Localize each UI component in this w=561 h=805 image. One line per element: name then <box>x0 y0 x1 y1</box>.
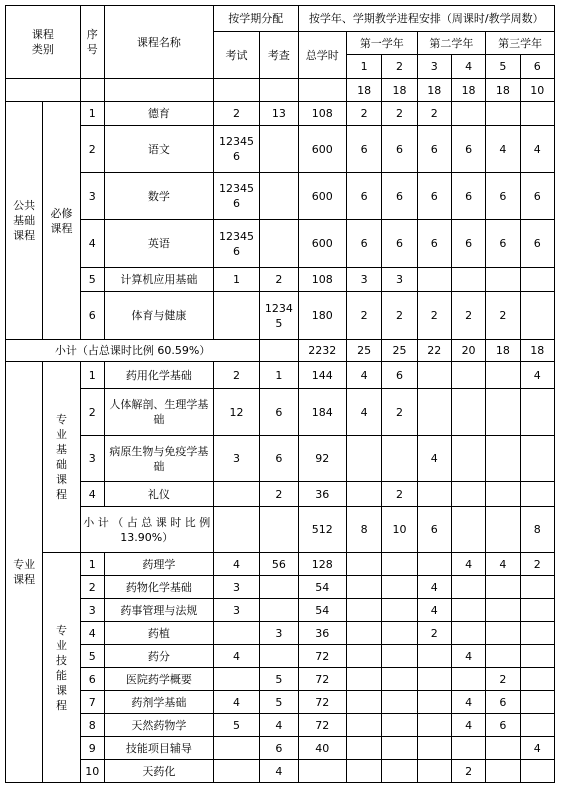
header-category: 课程 类别 <box>6 6 81 79</box>
course-name: 技能项目辅导 <box>104 737 213 760</box>
course-total: 72 <box>298 645 346 668</box>
course-check: 1 <box>260 362 298 389</box>
course-sem-6 <box>520 760 554 783</box>
header-semester-4: 4 <box>451 55 485 79</box>
course-sem-5 <box>486 482 520 507</box>
course-sem-5: 2 <box>486 292 520 340</box>
course-total: 72 <box>298 714 346 737</box>
header-blank <box>6 79 81 102</box>
public-subtotal-blank <box>260 340 298 362</box>
course-sem-3 <box>417 482 451 507</box>
course-name: 计算机应用基础 <box>104 268 213 292</box>
header-weeks-3: 18 <box>417 79 451 102</box>
basic-subtotal-label: 小 计 （ 占 总 课 时 比 例 13.90%） <box>80 507 213 553</box>
table-row <box>6 760 555 783</box>
course-sem-4 <box>451 576 485 599</box>
header-blank <box>213 79 259 102</box>
course-sem-4 <box>451 268 485 292</box>
public-subtotal-sem-3: 22 <box>417 340 451 362</box>
course-sem-4: 6 <box>451 126 485 173</box>
table-row <box>6 622 555 645</box>
course-total: 92 <box>298 436 346 482</box>
course-sem-6: 4 <box>520 737 554 760</box>
course-name: 语文 <box>104 126 213 173</box>
header-semester-5: 5 <box>486 55 520 79</box>
course-no: 6 <box>80 292 104 340</box>
course-total <box>298 760 346 783</box>
course-sem-5 <box>486 599 520 622</box>
course-no: 5 <box>80 645 104 668</box>
course-sem-5 <box>486 362 520 389</box>
course-sem-4: 4 <box>451 645 485 668</box>
course-sem-3 <box>417 668 451 691</box>
course-check: 6 <box>260 436 298 482</box>
course-check: 2 <box>260 268 298 292</box>
course-sem-4 <box>451 599 485 622</box>
course-sem-6: 2 <box>520 553 554 576</box>
course-sem-3 <box>417 760 451 783</box>
course-sem-5 <box>486 760 520 783</box>
public-subtotal-sem-2: 25 <box>382 340 417 362</box>
course-sem-3: 2 <box>417 622 451 645</box>
course-name: 德育 <box>104 102 213 126</box>
course-no: 7 <box>80 691 104 714</box>
course-sem-2 <box>382 760 417 783</box>
course-sem-5 <box>486 622 520 645</box>
course-sem-1 <box>347 691 382 714</box>
course-name: 英语 <box>104 220 213 268</box>
course-sem-5: 6 <box>486 714 520 737</box>
header-semester-6: 6 <box>520 55 554 79</box>
course-total: 600 <box>298 173 346 220</box>
course-sem-6 <box>520 576 554 599</box>
public-subtotal-sem-5: 18 <box>486 340 520 362</box>
course-sem-2 <box>382 668 417 691</box>
course-total: 36 <box>298 482 346 507</box>
course-sem-5: 6 <box>486 173 520 220</box>
course-sem-3 <box>417 553 451 576</box>
course-sem-1: 2 <box>347 292 382 340</box>
course-check: 5 <box>260 668 298 691</box>
course-total: 600 <box>298 126 346 173</box>
course-sem-2 <box>382 737 417 760</box>
course-sem-4 <box>451 668 485 691</box>
course-no: 3 <box>80 173 104 220</box>
header-weeks-5: 18 <box>486 79 520 102</box>
header-exam: 考试 <box>213 32 259 79</box>
course-sem-2: 6 <box>382 126 417 173</box>
course-sem-1: 2 <box>347 102 382 126</box>
course-sem-1: 4 <box>347 362 382 389</box>
course-sem-3 <box>417 737 451 760</box>
header-semester-2: 2 <box>382 55 417 79</box>
course-no: 4 <box>80 220 104 268</box>
basic-subtotal-sem-4 <box>451 507 485 553</box>
course-total: 108 <box>298 102 346 126</box>
course-name: 人体解剖、生理学基础 <box>104 389 213 436</box>
course-name: 医院药学概要 <box>104 668 213 691</box>
course-sem-4: 2 <box>451 292 485 340</box>
course-sem-6 <box>520 645 554 668</box>
course-check: 4 <box>260 714 298 737</box>
group-professional-skill: 专 业 技 能 课 程 <box>43 553 80 783</box>
header-check: 考查 <box>260 32 298 79</box>
course-sem-5 <box>486 436 520 482</box>
course-check: 13 <box>260 102 298 126</box>
course-exam: 12 <box>213 389 259 436</box>
header-blank <box>298 79 346 102</box>
course-total: 36 <box>298 622 346 645</box>
course-check: 5 <box>260 691 298 714</box>
course-sem-3: 6 <box>417 173 451 220</box>
course-check: 2 <box>260 482 298 507</box>
table-row <box>6 292 555 340</box>
course-sem-3: 4 <box>417 436 451 482</box>
course-total: 72 <box>298 668 346 691</box>
course-sem-3: 6 <box>417 126 451 173</box>
course-sem-3: 4 <box>417 599 451 622</box>
course-exam: 3 <box>213 576 259 599</box>
course-total: 72 <box>298 691 346 714</box>
course-sem-6 <box>520 389 554 436</box>
course-total: 54 <box>298 576 346 599</box>
course-sem-2: 3 <box>382 268 417 292</box>
course-sem-1: 6 <box>347 220 382 268</box>
course-sem-5: 4 <box>486 126 520 173</box>
course-sem-3: 4 <box>417 576 451 599</box>
table-row <box>6 553 555 576</box>
course-sem-6: 4 <box>520 362 554 389</box>
course-no: 4 <box>80 622 104 645</box>
course-sem-6 <box>520 622 554 645</box>
course-sem-3: 2 <box>417 102 451 126</box>
course-sem-2: 2 <box>382 102 417 126</box>
course-name: 药事管理与法规 <box>104 599 213 622</box>
course-sem-2: 2 <box>382 482 417 507</box>
header-weeks-2: 18 <box>382 79 417 102</box>
course-total: 180 <box>298 292 346 340</box>
course-total: 54 <box>298 599 346 622</box>
group-professional-basic: 专 业 基 础 课 程 <box>43 362 80 553</box>
course-check: 1234 5 <box>260 292 298 340</box>
course-no: 2 <box>80 126 104 173</box>
course-sem-3: 6 <box>417 220 451 268</box>
course-sem-2: 6 <box>382 362 417 389</box>
course-exam: 12345 6 <box>213 220 259 268</box>
table-row <box>6 79 555 102</box>
course-sem-4: 4 <box>451 553 485 576</box>
course-no: 2 <box>80 389 104 436</box>
course-exam: 4 <box>213 691 259 714</box>
course-exam: 2 <box>213 362 259 389</box>
course-name: 药剂学基础 <box>104 691 213 714</box>
course-no: 8 <box>80 714 104 737</box>
course-exam <box>213 622 259 645</box>
header-weeks-6: 10 <box>520 79 554 102</box>
course-sem-5: 2 <box>486 668 520 691</box>
course-sem-6 <box>520 668 554 691</box>
course-sem-5 <box>486 576 520 599</box>
table-row <box>6 6 555 32</box>
course-exam: 4 <box>213 645 259 668</box>
course-sem-1 <box>347 622 382 645</box>
course-check: 6 <box>260 389 298 436</box>
group-professional: 专业 课程 <box>6 362 43 783</box>
course-name: 天然药物学 <box>104 714 213 737</box>
header-term-distribution: 按学期分配 <box>213 6 298 32</box>
course-sem-3: 2 <box>417 292 451 340</box>
table-row <box>6 714 555 737</box>
table-row <box>6 576 555 599</box>
course-sem-4: 6 <box>451 220 485 268</box>
basic-subtotal-sem-6: 8 <box>520 507 554 553</box>
course-sem-3 <box>417 714 451 737</box>
table-row <box>6 362 555 389</box>
course-sem-1 <box>347 645 382 668</box>
course-check: 3 <box>260 622 298 645</box>
course-no: 9 <box>80 737 104 760</box>
course-sem-6 <box>520 436 554 482</box>
public-subtotal-sem-1: 25 <box>347 340 382 362</box>
course-sem-4 <box>451 102 485 126</box>
header-year-2: 第二学年 <box>417 32 486 55</box>
course-no: 1 <box>80 102 104 126</box>
header-semester-3: 3 <box>417 55 451 79</box>
course-name: 药理学 <box>104 553 213 576</box>
course-sem-2 <box>382 436 417 482</box>
header-blank <box>80 79 104 102</box>
course-sem-1: 6 <box>347 173 382 220</box>
course-exam: 2 <box>213 102 259 126</box>
table-row <box>6 668 555 691</box>
course-name: 药分 <box>104 645 213 668</box>
course-sem-1 <box>347 737 382 760</box>
basic-subtotal-blank <box>213 507 259 553</box>
course-sem-5: 4 <box>486 553 520 576</box>
header-semester-1: 1 <box>347 55 382 79</box>
course-sem-2 <box>382 645 417 668</box>
course-sem-2 <box>382 714 417 737</box>
course-total: 40 <box>298 737 346 760</box>
course-total: 108 <box>298 268 346 292</box>
table-row <box>6 691 555 714</box>
course-sem-5 <box>486 737 520 760</box>
basic-subtotal-sem-3: 6 <box>417 507 451 553</box>
course-exam: 1 <box>213 268 259 292</box>
curriculum-table <box>5 5 555 783</box>
table-row <box>6 220 555 268</box>
course-sem-1: 4 <box>347 389 382 436</box>
course-check: 4 <box>260 760 298 783</box>
course-sem-3 <box>417 645 451 668</box>
course-sem-2: 6 <box>382 220 417 268</box>
course-name: 礼仪 <box>104 482 213 507</box>
course-sem-5: 6 <box>486 691 520 714</box>
course-sem-4: 4 <box>451 691 485 714</box>
basic-subtotal-sem-5 <box>486 507 520 553</box>
course-no: 1 <box>80 553 104 576</box>
course-sem-6 <box>520 482 554 507</box>
public-subtotal-sem-4: 20 <box>451 340 485 362</box>
course-sem-6 <box>520 292 554 340</box>
course-name: 体育与健康 <box>104 292 213 340</box>
basic-subtotal-sem-2: 10 <box>382 507 417 553</box>
header-course-name: 课程名称 <box>104 6 213 79</box>
course-sem-1 <box>347 436 382 482</box>
header-total-hours: 总学时 <box>298 32 346 79</box>
header-seq: 序 号 <box>80 6 104 79</box>
course-sem-1 <box>347 576 382 599</box>
course-sem-1 <box>347 553 382 576</box>
table-row <box>6 389 555 436</box>
course-check <box>260 126 298 173</box>
course-name: 病原生物与免疫学基础 <box>104 436 213 482</box>
course-no: 3 <box>80 599 104 622</box>
course-sem-6: 4 <box>520 126 554 173</box>
table-row <box>6 173 555 220</box>
course-exam <box>213 760 259 783</box>
course-sem-5 <box>486 102 520 126</box>
course-exam <box>213 737 259 760</box>
course-sem-4 <box>451 622 485 645</box>
course-sem-4 <box>451 389 485 436</box>
course-sem-5 <box>486 268 520 292</box>
course-sem-6 <box>520 268 554 292</box>
basic-subtotal-sem-1: 8 <box>347 507 382 553</box>
course-sem-4 <box>451 362 485 389</box>
public-subtotal-total: 2232 <box>298 340 346 362</box>
course-check <box>260 645 298 668</box>
header-weeks-4: 18 <box>451 79 485 102</box>
course-name: 数学 <box>104 173 213 220</box>
course-sem-2 <box>382 553 417 576</box>
course-sem-6 <box>520 102 554 126</box>
public-subtotal-sem-6: 18 <box>520 340 554 362</box>
course-sem-5: 6 <box>486 220 520 268</box>
course-sem-2 <box>382 622 417 645</box>
course-exam <box>213 482 259 507</box>
course-sem-2: 2 <box>382 292 417 340</box>
table-row <box>6 507 555 553</box>
course-exam: 3 <box>213 436 259 482</box>
course-exam: 12345 6 <box>213 126 259 173</box>
course-exam <box>213 292 259 340</box>
table-row <box>6 126 555 173</box>
course-sem-6 <box>520 691 554 714</box>
course-name: 天药化 <box>104 760 213 783</box>
course-sem-3 <box>417 268 451 292</box>
course-sem-3 <box>417 691 451 714</box>
course-sem-2 <box>382 599 417 622</box>
course-sem-6: 6 <box>520 173 554 220</box>
table-row <box>6 102 555 126</box>
course-name: 药用化学基础 <box>104 362 213 389</box>
course-no: 4 <box>80 482 104 507</box>
course-no: 2 <box>80 576 104 599</box>
course-name: 药物化学基础 <box>104 576 213 599</box>
course-check: 56 <box>260 553 298 576</box>
course-exam <box>213 668 259 691</box>
course-exam: 12345 6 <box>213 173 259 220</box>
course-no: 1 <box>80 362 104 389</box>
course-sem-5 <box>486 389 520 436</box>
course-check <box>260 220 298 268</box>
course-no: 5 <box>80 268 104 292</box>
course-sem-4: 6 <box>451 173 485 220</box>
header-year-3: 第三学年 <box>486 32 555 55</box>
course-sem-4: 4 <box>451 714 485 737</box>
course-no: 3 <box>80 436 104 482</box>
header-blank <box>260 79 298 102</box>
course-total: 128 <box>298 553 346 576</box>
table-row <box>6 599 555 622</box>
course-sem-5 <box>486 645 520 668</box>
course-sem-2 <box>382 691 417 714</box>
course-sem-1 <box>347 668 382 691</box>
course-check <box>260 599 298 622</box>
header-weeks-1: 18 <box>347 79 382 102</box>
course-check <box>260 576 298 599</box>
course-sem-1 <box>347 760 382 783</box>
table-row <box>6 645 555 668</box>
course-exam: 3 <box>213 599 259 622</box>
course-sem-3 <box>417 362 451 389</box>
course-sem-1: 6 <box>347 126 382 173</box>
course-sem-2: 2 <box>382 389 417 436</box>
course-exam: 5 <box>213 714 259 737</box>
course-no: 10 <box>80 760 104 783</box>
course-exam: 4 <box>213 553 259 576</box>
group-public-basic: 公共 基础 课程 <box>6 102 43 340</box>
course-no: 6 <box>80 668 104 691</box>
header-schedule-title: 按学年、学期教学进程安排（周课时/教学周数） <box>298 6 554 32</box>
course-sem-2 <box>382 576 417 599</box>
course-sem-4 <box>451 482 485 507</box>
header-year-1: 第一学年 <box>347 32 418 55</box>
course-sem-4 <box>451 436 485 482</box>
course-sem-3 <box>417 389 451 436</box>
table-row <box>6 482 555 507</box>
course-sem-1: 3 <box>347 268 382 292</box>
course-name: 药植 <box>104 622 213 645</box>
course-total: 184 <box>298 389 346 436</box>
course-sem-1 <box>347 599 382 622</box>
course-sem-6 <box>520 714 554 737</box>
header-blank <box>104 79 213 102</box>
table-row <box>6 340 555 362</box>
course-check <box>260 173 298 220</box>
course-sem-6: 6 <box>520 220 554 268</box>
group-required: 必修 课程 <box>43 102 80 340</box>
course-sem-1 <box>347 482 382 507</box>
table-row <box>6 436 555 482</box>
course-total: 144 <box>298 362 346 389</box>
table-row <box>6 268 555 292</box>
course-sem-4: 2 <box>451 760 485 783</box>
basic-subtotal-blank <box>260 507 298 553</box>
table-row <box>6 737 555 760</box>
course-total: 600 <box>298 220 346 268</box>
course-check: 6 <box>260 737 298 760</box>
course-sem-2: 6 <box>382 173 417 220</box>
basic-subtotal-total: 512 <box>298 507 346 553</box>
course-sem-6 <box>520 599 554 622</box>
public-subtotal-label: 小计（占总课时比例 60.59%） <box>6 340 260 362</box>
course-sem-4 <box>451 737 485 760</box>
course-sem-1 <box>347 714 382 737</box>
